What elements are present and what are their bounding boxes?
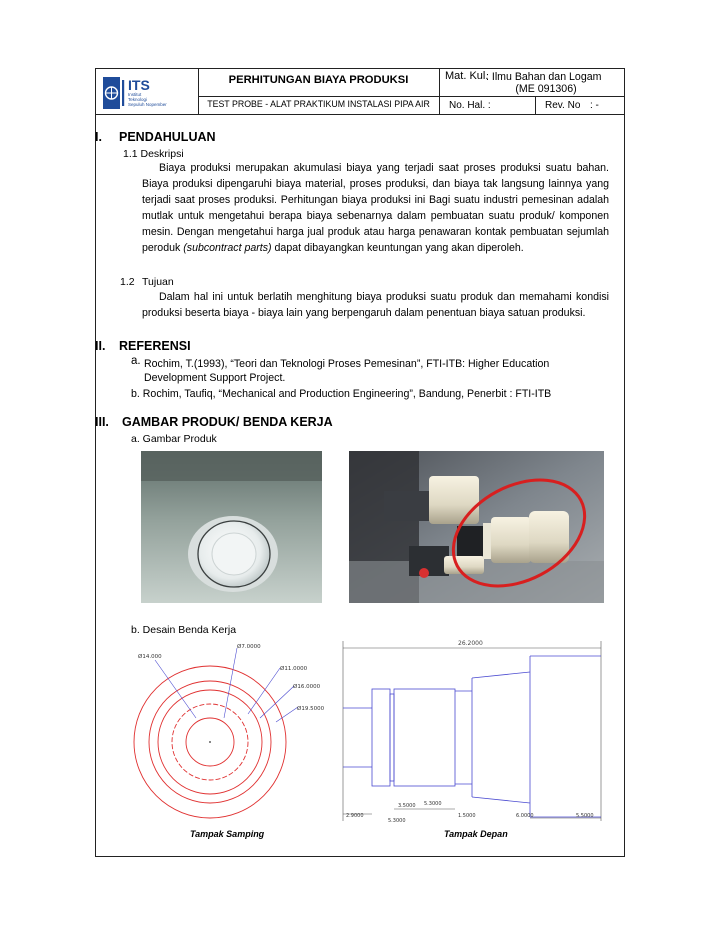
front-dim-4: 5.3000 (424, 801, 442, 807)
side-dim-4: Ø16.0000 (293, 684, 321, 690)
doc-title: PERHITUNGAN BIAYA PRODUKSI (228, 74, 409, 86)
front-dim-7: 5.5000 (576, 813, 594, 819)
matkul-label: Mat. Kul. (445, 70, 489, 82)
product-photo-heading: a. Gambar Produk (131, 433, 217, 445)
section2-title: REFERENSI (119, 339, 191, 353)
section1-number: I. (95, 130, 102, 144)
side-view-drawing (120, 638, 325, 826)
reference-b: b. Rochim, Taufiq, “Mechanical and Production Engineering”, Bandung, Penerbit : FTI-ITB (131, 388, 552, 400)
product-photo-right-image (349, 451, 604, 603)
side-dim-1: Ø14.000 (138, 654, 162, 660)
reference-a-marker: a. (131, 355, 141, 367)
paragraph-tail-text: dapat dibayangkan keuntungan yang akan diperoleh. (274, 242, 524, 254)
front-dim-3: 3.5000 (398, 803, 416, 809)
subsection-1-2-paragraph: Dalam hal ini untuk berlatih menghitung biaya produksi suatu produk dan memahami kondisi produksi beserta biaya - biaya lain yang berpengaruh dalam penentuan biaya satuan produksi. (142, 291, 609, 319)
reference-a-line1: Rochim, T.(1993), “Teori dan Teknologi Proses Pemesinan”, FTI-ITB: Higher Education (144, 358, 550, 370)
section2-number: II. (95, 339, 106, 353)
matkul-value: : Ilmu Bahan dan Logam (486, 71, 602, 83)
reference-a-line2: Development Support Project. (144, 372, 286, 384)
revision-value: : - (590, 100, 599, 111)
doc-subtitle: TEST PROBE - ALAT PRAKTIKUM INSTALASI PIPA AIR (207, 99, 430, 109)
logo-sub2: Teknologi (128, 97, 148, 102)
side-dim-5: Ø19.5000 (297, 706, 325, 712)
section3-title: GAMBAR PRODUK/ BENDA KERJA (122, 415, 333, 429)
its-logo (103, 77, 193, 109)
side-view-svg (120, 638, 325, 826)
front-view-drawing (338, 636, 606, 826)
header-vline-3 (535, 96, 536, 114)
subsection-1-2-number: 1.2 (120, 276, 135, 288)
front-dim-6: 6.0000 (516, 813, 534, 819)
header-vline-2 (439, 68, 440, 114)
side-dim-3: Ø11.0000 (280, 666, 308, 672)
section1-title: PENDAHULUAN (119, 130, 216, 144)
front-dim-total: 26.2000 (458, 640, 483, 647)
caption-side-view: Tampak Samping (190, 829, 265, 839)
page-number-label: No. Hal. : (449, 100, 491, 111)
subsection-1-1-paragraph (142, 160, 609, 256)
header-subline (198, 96, 625, 97)
logo-subtext (128, 92, 167, 107)
caption-front-view: Tampak Depan (444, 829, 508, 839)
product-photo-left-image (141, 451, 322, 603)
subsection-1-1-title: 1.1 Deskripsi (123, 148, 184, 160)
matkul-code: (ME 091306) (515, 83, 577, 95)
product-photo-left (141, 451, 322, 603)
paragraph-italic-term: (subcontract parts) (183, 242, 272, 254)
subsection-1-2-title: Tujuan (142, 276, 174, 288)
product-photo-right (349, 451, 604, 603)
revision-label: Rev. No (545, 100, 581, 111)
header-divider (95, 114, 625, 115)
side-dim-2: Ø7.0000 (237, 644, 261, 650)
logo-sub1: Institut (128, 92, 142, 97)
design-heading: b. Desain Benda Kerja (131, 624, 237, 636)
front-dim-2: 5.3000 (388, 818, 406, 824)
front-dim-5: 1.5000 (458, 813, 476, 819)
logo-text: ITS (128, 77, 150, 93)
section3-number: III. (95, 415, 109, 429)
front-view-svg (338, 636, 606, 826)
paragraph-main-text: Biaya produksi merupakan akumulasi biaya yang terjadi saat proses produksi suatu bahan. Biaya produksi dipengaruhi biaya material, proses produksi, dan biaya tak langsung lainnya yang terjadi saat proses produksi. Perhitungan biaya produksi ini Bagi suatu industri pemesinan adalah mutlak untuk mengetahui berapa biaya sebenarnya dalam pembuatan suatu produk/ komponen mesin. Dengan mengetahui harga jual produk atau harga penawaran kontak pembuatan sejumlah peroduk (142, 162, 609, 254)
logo-sub3: Sepuluh Nopember (128, 102, 167, 107)
front-dim-1: 2.9000 (346, 813, 364, 819)
